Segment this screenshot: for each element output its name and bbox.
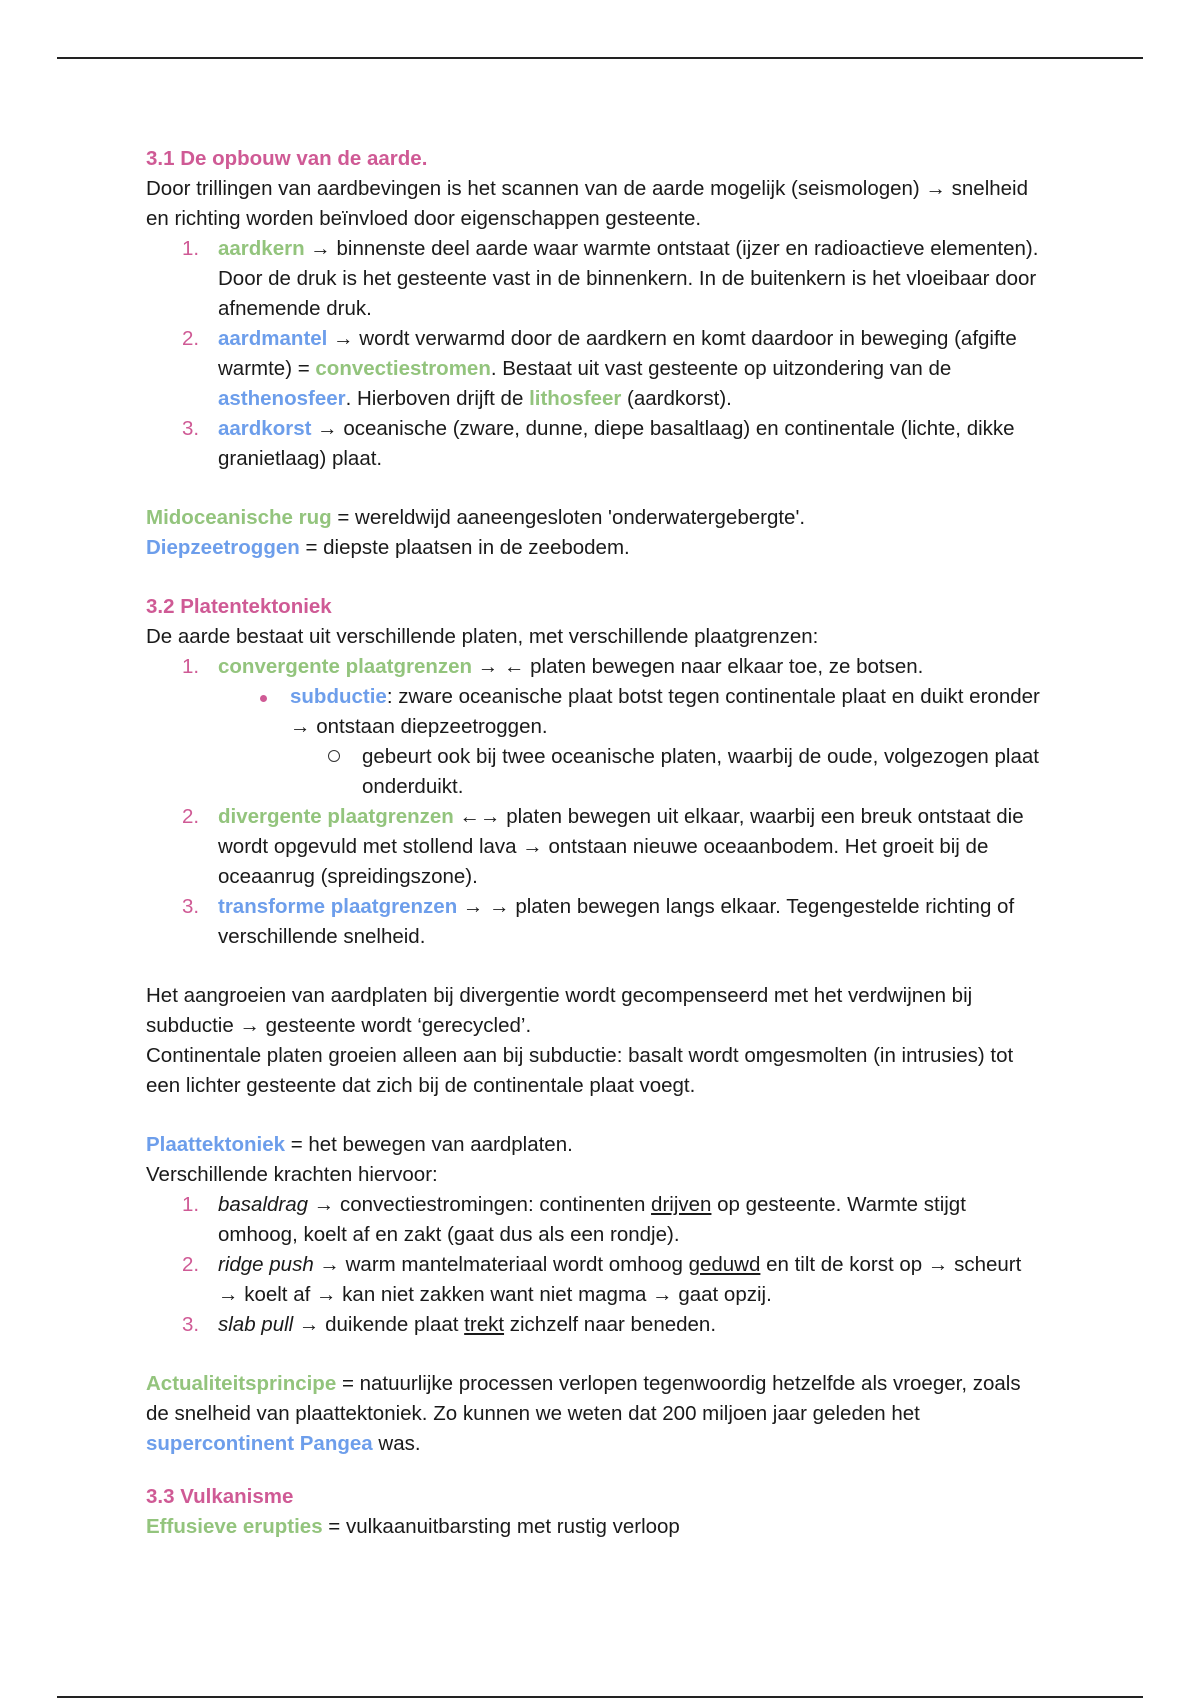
term: aardkorst xyxy=(218,417,312,440)
definition: → oceanische (zware, dunne, diepe basaltlaag) en continentale (lichte, dikke granietlaag) plaat. xyxy=(218,417,1015,470)
heading-3-3: 3.3 Vulkanisme xyxy=(146,1485,294,1508)
term: Midoceanische rug xyxy=(146,506,332,529)
definition-paragraph xyxy=(146,1369,1046,1459)
list-number: 1. xyxy=(182,1193,200,1216)
bottom-rule xyxy=(57,1696,1143,1698)
definition: = diepste plaatsen in de zeebodem. xyxy=(299,536,630,559)
definition: zichzelf naar beneden. xyxy=(504,1313,717,1336)
spacer xyxy=(146,474,1046,503)
definition: gebeurt ook bij twee oceanische platen, waarbij de oude, volgezogen plaat onderduikt. xyxy=(362,745,1039,798)
list-number: 3. xyxy=(182,417,200,440)
term: convergente plaatgrenzen xyxy=(218,655,473,678)
heading-3-1: 3.1 De opbouw van de aarde. xyxy=(146,147,428,170)
list-item xyxy=(146,892,1046,952)
spacer xyxy=(146,952,1046,981)
definition: → convectiestromingen: continenten xyxy=(308,1193,652,1216)
term: Plaattektoniek xyxy=(146,1133,285,1156)
spacer xyxy=(146,1459,1046,1482)
term: Diepzeetroggen xyxy=(146,536,300,559)
list-number: 1. xyxy=(182,655,200,678)
underlined-word: trekt xyxy=(464,1313,505,1336)
list-number: 3. xyxy=(182,895,200,918)
sub-sub-list xyxy=(290,742,1046,802)
list-item xyxy=(146,234,1046,324)
definition: . Bestaat uit vast gesteente op uitzondering van de xyxy=(490,357,952,380)
list-number: 2. xyxy=(182,1253,200,1276)
list-number: 2. xyxy=(182,805,200,828)
definition: = het bewegen van aardplaten. xyxy=(285,1133,573,1156)
definition: (aardkorst). xyxy=(621,387,732,410)
definition: → binnenste deel aarde waar warmte ontstaat (ijzer en radioactieve elementen). Door de druk is het gesteente vast in de binnenkern. In de buitenkern is het vloeibaar door afnemende druk. xyxy=(218,237,1039,320)
list-item xyxy=(146,1250,1046,1310)
term: lithosfeer xyxy=(529,387,622,410)
list-item xyxy=(146,1190,1046,1250)
definition: : zware oceanische plaat botst tegen continentale plaat en duikt eronder → ontstaan diepzeetroggen. xyxy=(290,685,1040,738)
list-item xyxy=(146,414,1046,474)
force-name: ridge push xyxy=(218,1253,314,1276)
definition-line xyxy=(146,533,1046,563)
definition: ←→ platen bewegen uit elkaar, waarbij een breuk ontstaat die wordt opgevuld met stollend lava → ontstaan nieuwe oceaanbodem. Het groeit bij de oceaanrug (spreidingszone). xyxy=(218,805,1024,888)
definition: → → platen bewegen langs elkaar. Tegengestelde richting of verschillende snelheid. xyxy=(218,895,1015,948)
definition: → duikende plaat xyxy=(293,1313,465,1336)
force-name: slab pull xyxy=(218,1313,294,1336)
definition: → wordt verwarmd door de aardkern en komt daardoor in beweging (afgifte warmte) = xyxy=(218,327,1017,380)
spacer xyxy=(146,1101,1046,1130)
list-item xyxy=(146,324,1046,414)
term: subductie xyxy=(290,685,387,708)
list-item xyxy=(218,682,1046,802)
term: aardmantel xyxy=(218,327,328,350)
paragraph: Het aangroeien van aardplaten bij divergentie wordt gecompenseerd met het verdwijnen bij subductie → gesteente wordt ‘gerecycled’. xyxy=(146,984,973,1037)
definition: = wereldwijd aaneengesloten 'onderwatergebergte'. xyxy=(331,506,806,529)
list-item xyxy=(290,742,1046,802)
underlined-word: drijven xyxy=(651,1193,712,1216)
document-body xyxy=(146,144,1046,1542)
term: supercontinent Pangea xyxy=(146,1432,373,1455)
definition-line xyxy=(146,503,1046,533)
heading-3-2: 3.2 Platentektoniek xyxy=(146,595,332,618)
list-item xyxy=(146,1310,1046,1340)
intro-3-1: Door trillingen van aardbevingen is het scannen van de aarde mogelijk (seismologen) → snelheid en richting worden beïnvloed door eigenschappen gesteente. xyxy=(146,177,1029,230)
term: convectiestromen xyxy=(315,357,491,380)
term: asthenosfeer xyxy=(218,387,346,410)
intro-3-2: De aarde bestaat uit verschillende platen, met verschillende plaatgrenzen: xyxy=(146,625,819,648)
definition: en tilt de korst op → scheurt → koelt af → kan niet zakken want niet magma → gaat opzij. xyxy=(218,1253,1022,1306)
definition: = vulkaanuitbarsting met rustig verloop xyxy=(322,1515,680,1538)
paragraph: Verschillende krachten hiervoor: xyxy=(146,1163,438,1186)
underlined-word: geduwd xyxy=(688,1253,761,1276)
list-item xyxy=(146,652,1046,802)
force-name: basaldrag xyxy=(218,1193,309,1216)
definition-line xyxy=(146,1130,1046,1160)
spacer xyxy=(146,1340,1046,1369)
definition: . Hierboven drijft de xyxy=(345,387,530,410)
definition: = natuurlijke processen verlopen tegenwoordig hetzelfde als vroeger, zoals de snelheid van plaattektoniek. Zo kunnen we weten dat 200 miljoen jaar geleden het xyxy=(146,1372,1021,1425)
term: transforme plaatgrenzen xyxy=(218,895,458,918)
list-item xyxy=(146,802,1046,892)
paragraph: Continentale platen groeien alleen aan bij subductie: basalt wordt omgesmolten (in intrusies) tot een lichter gesteente dat zich bij de continentale plaat voegt. xyxy=(146,1044,1014,1097)
term: Effusieve erupties xyxy=(146,1515,323,1538)
spacer xyxy=(146,563,1046,592)
circle-bullet-icon xyxy=(328,750,340,762)
plate-boundaries-list xyxy=(146,652,1046,952)
sub-list xyxy=(218,682,1046,802)
term: aardkern xyxy=(218,237,305,260)
list-number: 3. xyxy=(182,1313,200,1336)
definition: op gesteente. Warmte stijgt omhoog, koelt af en zakt (gaat dus als een rondje). xyxy=(218,1193,966,1246)
term: divergente plaatgrenzen xyxy=(218,805,454,828)
definition: was. xyxy=(372,1432,421,1455)
forces-list xyxy=(146,1190,1046,1340)
earth-layers-list xyxy=(146,234,1046,474)
bullet-icon xyxy=(260,695,267,702)
list-number: 2. xyxy=(182,327,200,350)
definition: → warm mantelmateriaal wordt omhoog xyxy=(313,1253,689,1276)
definition-line xyxy=(146,1512,1046,1542)
term: Actualiteitsprincipe xyxy=(146,1372,337,1395)
top-rule xyxy=(57,57,1143,59)
definition: → ← platen bewegen naar elkaar toe, ze botsen. xyxy=(472,655,924,678)
list-number: 1. xyxy=(182,237,200,260)
